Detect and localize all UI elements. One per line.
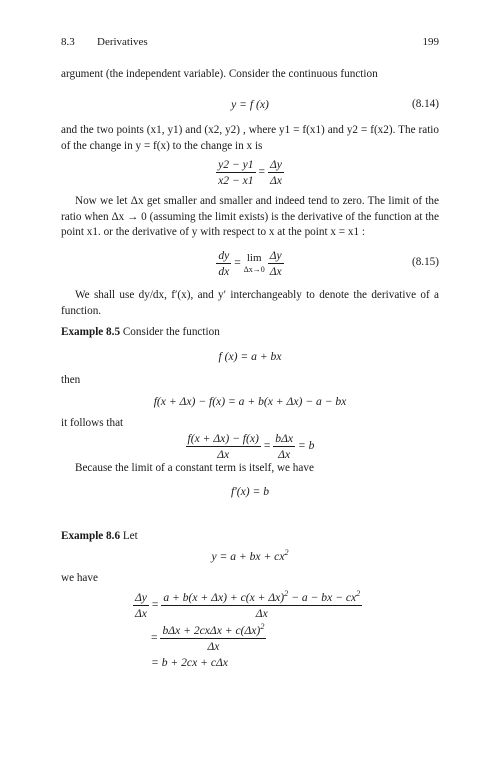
numerator-exponent: 2	[284, 589, 289, 599]
derivation-line-2	[151, 623, 266, 654]
fraction-denominator: Δx	[255, 607, 268, 620]
equals-sign: =	[258, 165, 266, 179]
equation-difference: f(x + Δx) − f(x) = a + b(x + Δx) − a − bx	[153, 395, 347, 408]
equation-number-8-14: (8.14)	[411, 98, 439, 110]
text-we-have: we have	[61, 572, 98, 584]
text-then: then	[61, 374, 81, 386]
derivation-line-1	[133, 590, 362, 621]
fraction-numerator: Δy	[269, 158, 282, 171]
fraction-denominator: dx	[218, 265, 230, 278]
fraction-numerator	[161, 590, 362, 606]
polynomial-body: y = a + bx + cx	[211, 550, 285, 563]
fraction-numerator: Δy	[269, 249, 282, 262]
fraction-expansion	[161, 590, 362, 621]
page-number: 199	[422, 36, 439, 48]
fraction-numerator: dy	[218, 249, 230, 262]
section-title: Derivatives	[97, 36, 148, 48]
fraction-bdx	[273, 431, 295, 462]
fraction-delta	[268, 157, 284, 188]
equation-fx: f (x) = a + bx	[218, 350, 282, 363]
equation-8-14-body: y = f (x)	[231, 98, 269, 111]
fraction-numerator: bΔx	[275, 432, 294, 445]
equation-difference-quotient	[61, 431, 439, 462]
fraction-y-over-x	[216, 157, 256, 188]
equation-polynomial	[61, 550, 439, 563]
fraction-denominator: Δx	[269, 265, 282, 278]
fraction-dy-dx	[216, 248, 231, 279]
derivation-line-3: = b + 2cx + cΔx	[151, 656, 228, 669]
paragraph-notation: We shall use dy/dx, f′(x), and y′ interchangeably to denote the derivative of a function.	[61, 289, 439, 317]
example-8-6-heading	[61, 529, 439, 545]
fraction-denominator: Δx	[207, 640, 220, 653]
example-label: Example 8.6	[61, 530, 121, 542]
fraction-numerator: f(x + Δx) − f(x)	[187, 432, 259, 445]
equation-ratio	[61, 157, 439, 188]
equals-sign: =	[263, 439, 271, 453]
equation-8-14	[61, 98, 439, 111]
equals-sign: =	[151, 598, 159, 612]
fraction-simplified	[160, 623, 266, 654]
fraction-denominator: Δx	[217, 448, 230, 461]
example-label: Example 8.5	[61, 326, 121, 338]
fraction-numerator: y2 − y1	[218, 158, 254, 171]
equals-sign: =	[234, 256, 241, 270]
book-page	[61, 0, 439, 758]
numerator-tail: − a − bx − cx	[288, 591, 357, 604]
fraction-denominator: x2 − x1	[218, 174, 254, 187]
equals-sign: =	[151, 631, 158, 645]
text-it-follows: it follows that	[61, 417, 124, 429]
fraction-denominator: Δx	[135, 607, 147, 620]
fraction-delta	[268, 248, 284, 279]
section-number: 8.3	[61, 36, 75, 48]
fraction-denominator: Δx	[269, 174, 282, 187]
fraction-dy-dx	[133, 590, 149, 621]
paragraph-constant-limit: Because the limit of a constant term is itself, we have	[75, 462, 314, 474]
equation-number-8-15: (8.15)	[411, 256, 439, 268]
fraction-denominator: Δx	[278, 448, 291, 461]
fraction-numerator	[160, 623, 266, 639]
fraction-difference	[186, 431, 261, 462]
equation-derivative-b: f′(x) = b	[230, 485, 270, 498]
limit-operator	[244, 252, 265, 276]
example-text: Let	[120, 530, 138, 542]
limit-label: lim	[246, 251, 262, 264]
numerator-part: bΔx + 2cxΔx + c(Δx)	[162, 624, 261, 637]
limit-subscript: Δx→0	[243, 264, 265, 274]
equals-b: = b	[297, 439, 315, 453]
equation-8-15	[61, 248, 439, 279]
paragraph-two-points: and the two points (x1, y1) and (x2, y2) , where y1 = f(x1) and y2 = f(x2). The ratio of the change in y = f(x) to the change in x is	[61, 124, 439, 152]
example-8-5-heading	[61, 325, 439, 341]
numerator-tail-exponent: 2	[356, 589, 361, 599]
fraction-numerator: Δy	[135, 591, 147, 604]
numerator-exponent: 2	[260, 622, 265, 632]
paragraph-intro: argument (the independent variable). Consider the continuous function	[61, 68, 378, 80]
numerator-part: a + b(x + Δx) + c(x + Δx)	[163, 591, 285, 604]
polynomial-exponent: 2	[284, 548, 289, 558]
example-text: Consider the function	[120, 326, 220, 338]
paragraph-limit: Now we let Δx get smaller and smaller and indeed tend to zero. The limit of the ratio when Δx → 0 (assuming the limit exists) is the derivative of the function at the point x1. or the derivative of y with respect to x at the point x = x1 :	[61, 195, 439, 238]
